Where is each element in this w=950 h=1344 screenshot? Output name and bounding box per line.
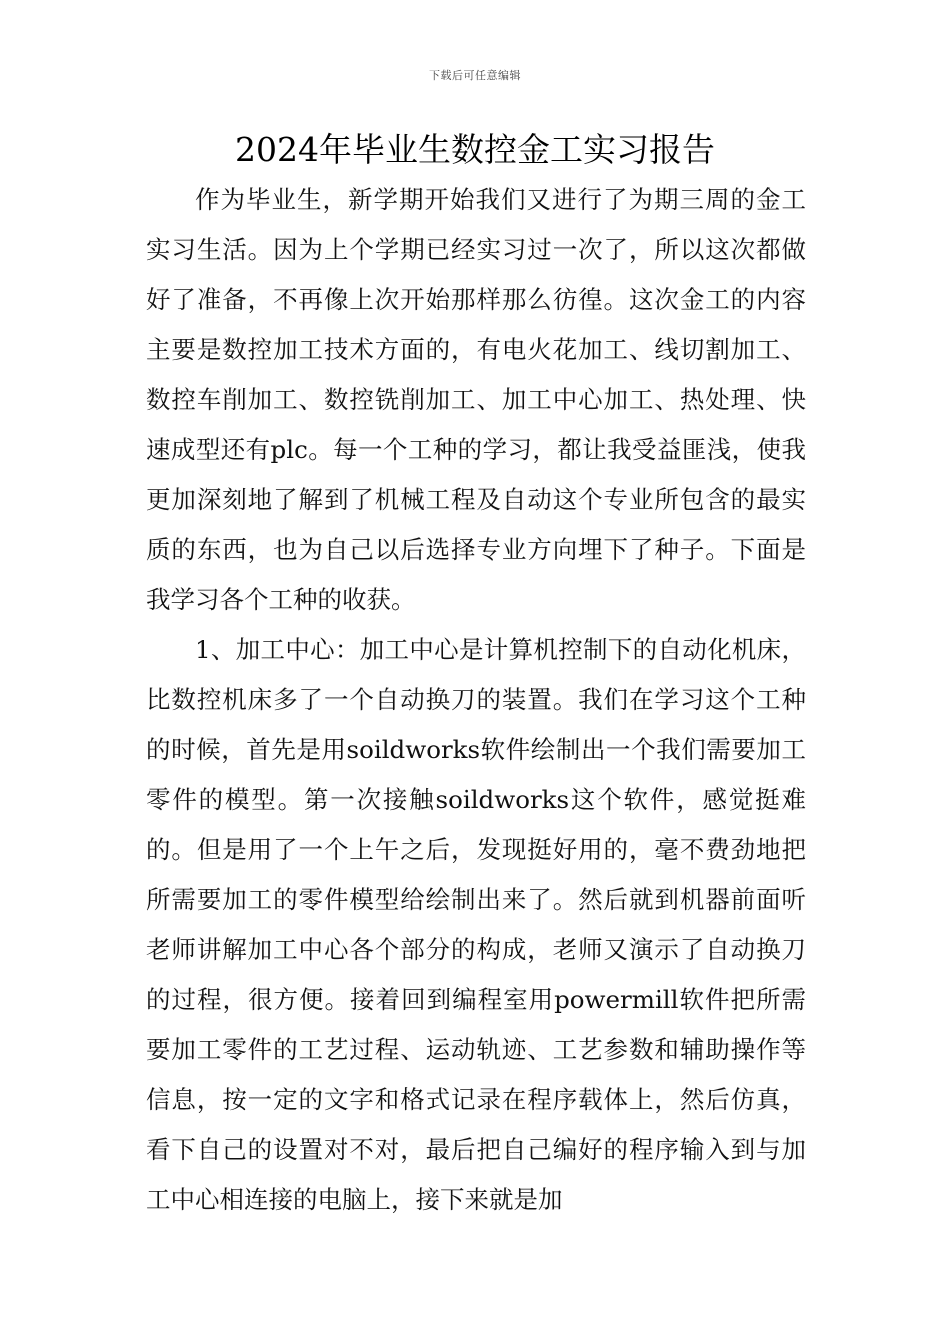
paragraph-machining-center: 1、加工中心：加工中心是计算机控制下的自动化机床，比数控机床多了一个自动换刀的装置。我们在学习这个工种的时候，首先是用soildworks软件绘制出一个我们需要加工零件的模型。第一次接触soildworks这个软件，感觉挺难的。但是用了一个上午之后，发现挺好用的，毫不费劲地把所需要加工的零件模型给绘制出来了。然后就到机器前面听老师讲解加工中心各个部分的构成，老师又演示了自动换刀的过程，很方便。接着回到编程室用powermill软件把所需要加工零件的工艺过程、运动轨迹、工艺参数和辅助操作等信息，按一定的文字和格式记录在程序载体上，然后仿真，看下自己的设置对不对，最后把自己编好的程序输入到与加工中心相连接的电脑上，接下来就是加 — [146, 635, 806, 1214]
document-body — [146, 175, 806, 1225]
header-note: 下载后可任意编辑 — [429, 69, 521, 82]
document-title: 2024年毕业生数控金工实习报告 — [235, 130, 715, 169]
paragraph-intro: 作为毕业生，新学期开始我们又进行了为期三周的金工实习生活。因为上个学期已经实习过一次了，所以这次都做好了准备，不再像上次开始那样那么彷徨。这次金工的内容主要是数控加工技术方面的，有电火花加工、线切割加工、数控车削加工、数控铣削加工、加工中心加工、热处理、快速成型还有plc。每一个工种的学习，都让我受益匪浅，使我更加深刻地了解到了机械工程及自动这个专业所包含的最实质的东西，也为自己以后选择专业方向埋下了种子。下面是我学习各个工种的收获。 — [146, 185, 806, 614]
